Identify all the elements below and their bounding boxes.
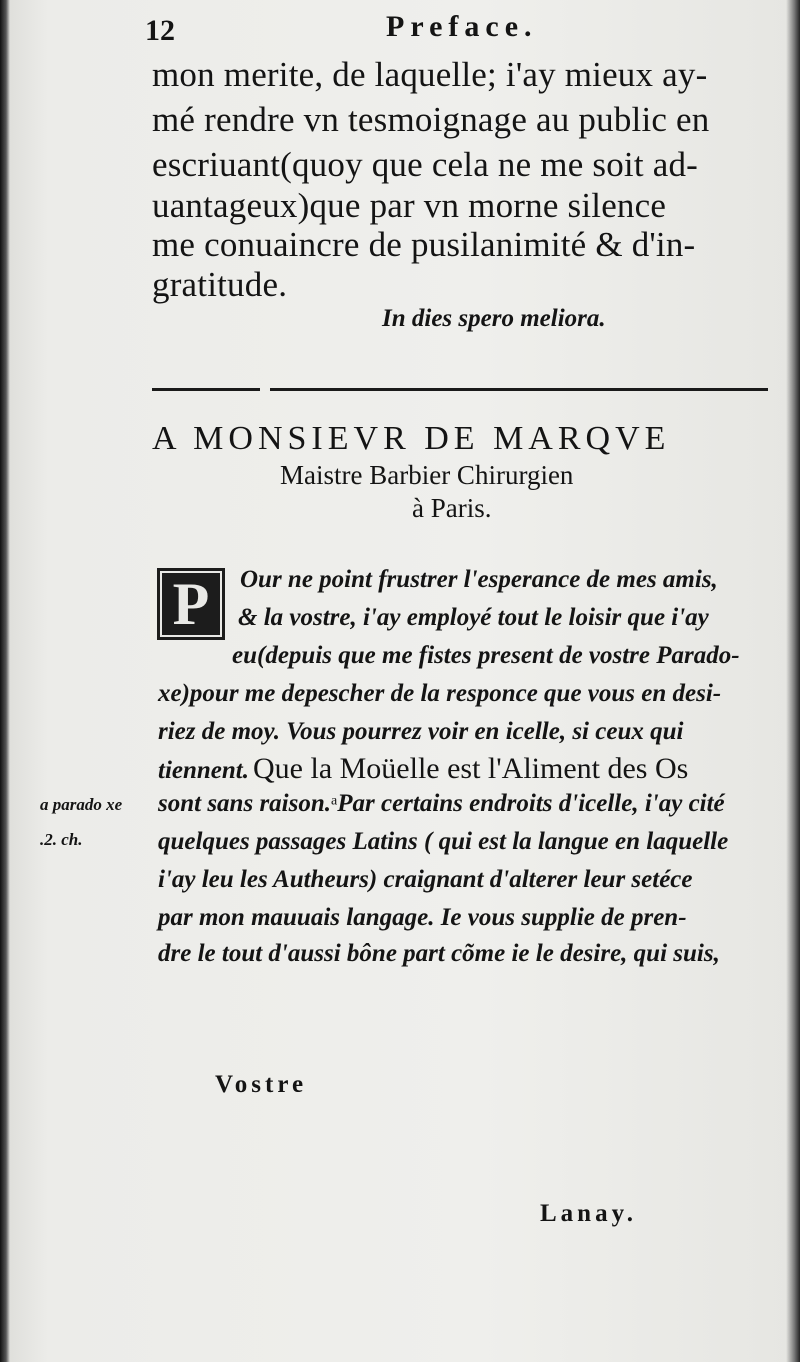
dedication-title: A MONSIEVR DE MARQVE: [152, 420, 671, 457]
body-line: gratitude.: [152, 265, 288, 304]
section-rule: [152, 388, 260, 391]
body-line: me conuaincre de pusilanimité & d'in-: [152, 225, 696, 264]
letter-line-mixed: [158, 790, 725, 818]
letter-text: tiennent.: [158, 757, 249, 784]
signature: Lanay.: [540, 1200, 637, 1227]
dedication-place: à Paris.: [412, 493, 492, 523]
letter-line: i'ay leu les Autheurs) craignant d'alterer leur setéce: [158, 866, 693, 893]
letter-line: dre le tout d'aussi bône part cõme ie le desire, qui suis,: [158, 940, 720, 967]
letter-line: quelques passages Latins ( qui est la langue en laquelle: [158, 828, 729, 855]
letter-line: riez de moy. Vous pourrez voir en icelle, si ceux qui: [158, 718, 684, 745]
dedication-subtitle: Maistre Barbier Chirurgien: [280, 460, 574, 490]
page-number: 12: [145, 14, 175, 47]
body-line: mé rendre vn tesmoignage au public en: [152, 100, 710, 139]
letter-line: eu(depuis que me fistes present de vostre Parado-: [232, 642, 740, 669]
letter-line: & la vostre, i'ay employé tout le loisir que i'ay: [238, 604, 709, 631]
drop-cap: P: [157, 568, 225, 640]
page-gutter-shadow: [0, 0, 10, 1362]
marginal-note: .2. ch.: [40, 830, 83, 849]
closing-vostre: Vostre: [215, 1071, 308, 1098]
marginal-note: a parado xe: [40, 795, 123, 814]
letter-line: par mon mauuais langage. Ie vous supplie de pren-: [158, 904, 687, 931]
letter-text: Par certains endroits d'icelle, i'ay cité: [337, 790, 725, 817]
page-edge-shadow: [786, 0, 800, 1362]
body-line: mon merite, de laquelle; i'ay mieux ay-: [152, 55, 708, 94]
note-mark: a: [331, 793, 338, 809]
letter-text: sont sans raison.: [158, 790, 331, 817]
letter-line-mixed: [158, 752, 688, 786]
letter-line: xe)pour me depescher de la responce que vous en desi-: [158, 680, 722, 707]
running-head: Preface.: [386, 10, 538, 43]
letter-line: Our ne point frustrer l'esperance de mes amis,: [240, 566, 718, 593]
motto: In dies spero meliora.: [382, 305, 606, 332]
paradox-title: Que la Moüelle est l'Aliment des Os: [253, 752, 689, 785]
body-line: uantageux)que par vn morne silence: [152, 186, 667, 225]
body-line: escriuant(quoy que cela ne me soit ad-: [152, 145, 698, 184]
section-rule: [270, 388, 768, 391]
